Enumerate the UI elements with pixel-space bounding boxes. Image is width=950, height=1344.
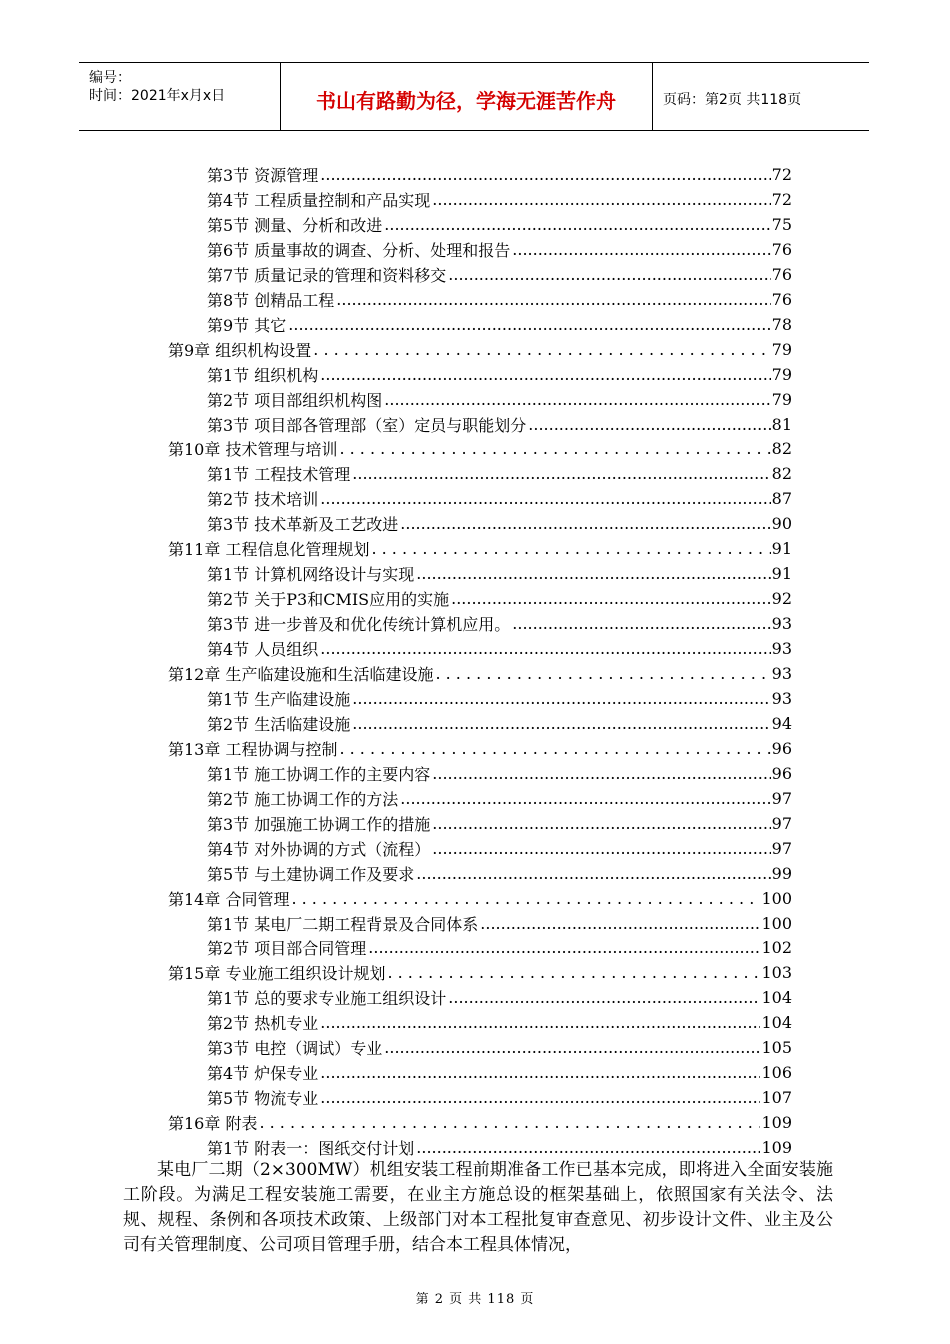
toc-dot-leader [384,390,770,409]
toc-dot-leader [416,864,770,883]
toc-page-number: 100 [761,913,792,933]
toc-dot-leader [435,664,770,683]
motto-text: 书山有路勤为径，学海无涯苦作舟 [316,89,616,113]
toc-section-entry[interactable] [207,162,792,186]
toc-section-entry[interactable] [207,611,792,635]
toc-entry-title: 第2节 施工协调工作的方法 [207,789,399,809]
toc-entry-title: 第3节 电控（调试）专业 [207,1038,383,1058]
toc-section-entry[interactable] [207,861,792,885]
toc-entry-title: 第4节 炉保专业 [207,1063,319,1083]
toc-dot-leader [368,938,760,957]
toc-section-entry[interactable] [207,811,792,835]
toc-dot-leader [352,714,770,733]
toc-entry-title: 第10章 技术管理与培训 [168,439,338,459]
toc-entry-title: 第8节 创精品工程 [207,290,335,310]
toc-entry-title: 第1节 组织机构 [207,365,319,385]
toc-page-number: 76 [771,239,792,259]
toc-page-number: 82 [771,438,792,458]
toc-page-number: 104 [761,1012,792,1032]
toc-entry-title: 第1节 某电厂二期工程背景及合同体系 [207,914,479,934]
header-page-info: 页码：第2页 共118页 [663,92,802,108]
toc-dot-leader [384,1038,760,1057]
toc-dot-leader [320,365,770,384]
toc-page-number: 92 [771,588,792,608]
toc-page-number: 72 [771,189,792,209]
toc-entry-title: 第5节 测量、分析和改进 [207,215,383,235]
page-header [79,62,869,131]
toc-section-entry[interactable] [207,511,792,535]
toc-page-number: 87 [771,488,792,508]
toc-entry-title: 第13章 工程协调与控制 [168,739,338,759]
toc-page-number: 100 [761,888,792,908]
toc-page-number: 106 [761,1062,792,1082]
toc-dot-leader [387,963,760,982]
toc-chapter-entry[interactable] [168,436,792,460]
toc-section-entry[interactable] [207,262,792,286]
toc-section-entry[interactable] [207,686,792,710]
toc-dot-leader [416,1138,760,1157]
toc-section-entry[interactable] [207,237,792,261]
toc-section-entry[interactable] [207,387,792,411]
toc-page-number: 93 [771,638,792,658]
toc-entry-title: 第9章 组织机构设置 [168,340,312,360]
toc-section-entry[interactable] [207,761,792,785]
toc-page-number: 72 [771,164,792,184]
toc-section-entry[interactable] [207,786,792,810]
toc-section-entry[interactable] [207,486,792,510]
toc-entry-title: 第3节 资源管理 [207,165,319,185]
toc-entry-title: 第3节 项目部各管理部（室）定员与职能划分 [207,415,527,435]
toc-dot-leader [320,165,770,184]
toc-page-number: 96 [771,763,792,783]
toc-entry-title: 第3节 进一步普及和优化传统计算机应用。 [207,614,511,634]
toc-page-number: 90 [771,513,792,533]
body-paragraph: 某电厂二期（2×300MW）机组安装工程前期准备工作已基本完成，即将进入全面安装施工阶段。为满足工程安装施工需要，在业主方施总设的框架基础上，依照国家有关法令、法规、规程、条例和各项技术政策、上级部门对本工程批复审查意见、初步设计文件、业主及公司有关管理制度、公司项目管理手册，结合本工程具体情况， [123,1160,833,1255]
toc-section-entry[interactable] [207,935,792,959]
toc-entry-title: 第5节 与土建协调工作及要求 [207,864,415,884]
toc-dot-leader [512,240,770,259]
toc-dot-leader [371,539,770,558]
toc-page-number: 91 [771,538,792,558]
toc-page-number: 103 [761,962,792,982]
toc-section-entry[interactable] [207,985,792,1009]
toc-entry-title: 第1节 附表一：图纸交付计划 [207,1138,415,1158]
toc-page-number: 94 [771,713,792,733]
toc-page-number: 93 [771,688,792,708]
toc-dot-leader [320,639,770,658]
toc-section-entry[interactable] [207,287,792,311]
toc-page-number: 78 [771,314,792,334]
toc-dot-leader [320,489,770,508]
toc-section-entry[interactable] [207,1135,792,1159]
toc-entry-title: 第7节 质量记录的管理和资料移交 [207,265,447,285]
toc-entry-title: 第4节 工程质量控制和产品实现 [207,190,431,210]
toc-dot-leader [400,789,770,808]
toc-section-entry[interactable] [207,1085,792,1109]
header-meta-cell [79,63,281,130]
toc-dot-leader [352,464,770,483]
toc-section-entry[interactable] [207,212,792,236]
toc-page-number: 105 [761,1037,792,1057]
toc-dot-leader [432,839,770,858]
body-text [123,1158,833,1258]
toc-dot-leader [339,739,770,758]
toc-entry-title: 第11章 工程信息化管理规划 [168,539,370,559]
toc-entry-title: 第2节 生活临建设施 [207,714,351,734]
toc-dot-leader [528,415,770,434]
toc-entry-title: 第16章 附表 [168,1113,258,1133]
document-time-label: 时间：2021年x月x日 [89,88,226,104]
toc-entry-title: 第3节 技术革新及工艺改进 [207,514,399,534]
document-code-label: 编号： [89,70,131,86]
header-page-cell [653,63,869,130]
toc-entry-title: 第2节 项目部组织机构图 [207,390,383,410]
toc-page-number: 93 [771,663,792,683]
toc-page-number: 91 [771,563,792,583]
toc-section-entry[interactable] [207,1010,792,1034]
toc-entry-title: 第2节 热机专业 [207,1013,319,1033]
toc-page-number: 82 [771,463,792,483]
toc-dot-leader [400,514,770,533]
toc-dot-leader [320,1013,760,1032]
toc-entry-title: 第4节 人员组织 [207,639,319,659]
toc-dot-leader [339,439,770,458]
toc-dot-leader [288,315,770,334]
toc-chapter-entry[interactable] [168,886,792,910]
toc-section-entry[interactable] [207,1035,792,1059]
toc-section-entry[interactable] [207,362,792,386]
toc-dot-leader [259,1113,760,1132]
toc-section-entry[interactable] [207,312,792,336]
toc-dot-leader [416,564,770,583]
toc-entry-title: 第15章 专业施工组织设计规划 [168,963,386,983]
toc-chapter-entry[interactable] [168,337,792,361]
toc-entry-title: 第12章 生产临建设施和生活临建设施 [168,664,434,684]
toc-dot-leader [320,1088,760,1107]
toc-section-entry[interactable] [207,561,792,585]
page-footer: 第 2 页 共 118 页 [415,1292,535,1307]
toc-chapter-entry[interactable] [168,960,792,984]
toc-page-number: 79 [771,389,792,409]
toc-entry-title: 第14章 合同管理 [168,889,290,909]
toc-page-number: 76 [771,264,792,284]
toc-entry-title: 第1节 施工协调工作的主要内容 [207,764,431,784]
toc-entry-title: 第2节 项目部合同管理 [207,938,367,958]
toc-page-number: 93 [771,613,792,633]
toc-dot-leader [448,265,770,284]
toc-page-number: 99 [771,863,792,883]
toc-entry-title: 第1节 生产临建设施 [207,689,351,709]
toc-dot-leader [313,340,770,359]
toc-entry-title: 第5节 物流专业 [207,1088,319,1108]
toc-page-number: 97 [771,838,792,858]
toc-page-number: 79 [771,364,792,384]
toc-entry-title: 第1节 工程技术管理 [207,464,351,484]
toc-dot-leader [384,215,770,234]
toc-section-entry[interactable] [207,1060,792,1084]
toc-section-entry[interactable] [207,911,792,935]
toc-section-entry[interactable] [207,636,792,660]
toc-chapter-entry[interactable] [168,1110,792,1134]
toc-page-number: 96 [771,738,792,758]
toc-dot-leader [352,689,770,708]
toc-section-entry[interactable] [207,836,792,860]
toc-entry-title: 第4节 对外协调的方式（流程） [207,839,431,859]
toc-dot-leader [432,764,770,783]
toc-entry-title: 第1节 总的要求专业施工组织设计 [207,988,447,1008]
toc-page-number: 102 [761,937,792,957]
toc-entry-title: 第2节 关于P3和CMIS应用的实施 [207,589,450,609]
toc-section-entry[interactable] [207,711,792,735]
toc-dot-leader [320,1063,760,1082]
toc-entry-title: 第9节 其它 [207,315,287,335]
toc-entry-title: 第1节 计算机网络设计与实现 [207,564,415,584]
toc-dot-leader [512,614,770,633]
toc-page-number: 107 [761,1087,792,1107]
toc-dot-leader [432,190,770,209]
toc-chapter-entry[interactable] [168,661,792,685]
toc-page-number: 109 [761,1137,792,1157]
toc-page-number: 81 [771,414,792,434]
toc-entry-title: 第3节 加强施工协调工作的措施 [207,814,431,834]
toc-entry-title: 第6节 质量事故的调查、分析、处理和报告 [207,240,511,260]
toc-page-number: 79 [771,339,792,359]
toc-dot-leader [291,889,760,908]
toc-page-number: 97 [771,788,792,808]
toc-page-number: 97 [771,813,792,833]
toc-page-number: 104 [761,987,792,1007]
toc-dot-leader [432,814,770,833]
toc-dot-leader [451,589,771,608]
toc-section-entry[interactable] [207,461,792,485]
toc-page-number: 76 [771,289,792,309]
toc-chapter-entry[interactable] [168,536,792,560]
toc-section-entry[interactable] [207,412,792,436]
toc-entry-title: 第2节 技术培训 [207,489,319,509]
toc-section-entry[interactable] [207,586,792,610]
header-motto-cell [280,63,653,130]
toc-dot-leader [480,914,760,933]
toc-page-number: 75 [771,214,792,234]
toc-chapter-entry[interactable] [168,736,792,760]
toc-dot-leader [448,988,760,1007]
toc-section-entry[interactable] [207,187,792,211]
toc-dot-leader [336,290,770,309]
toc-page-number: 109 [761,1112,792,1132]
